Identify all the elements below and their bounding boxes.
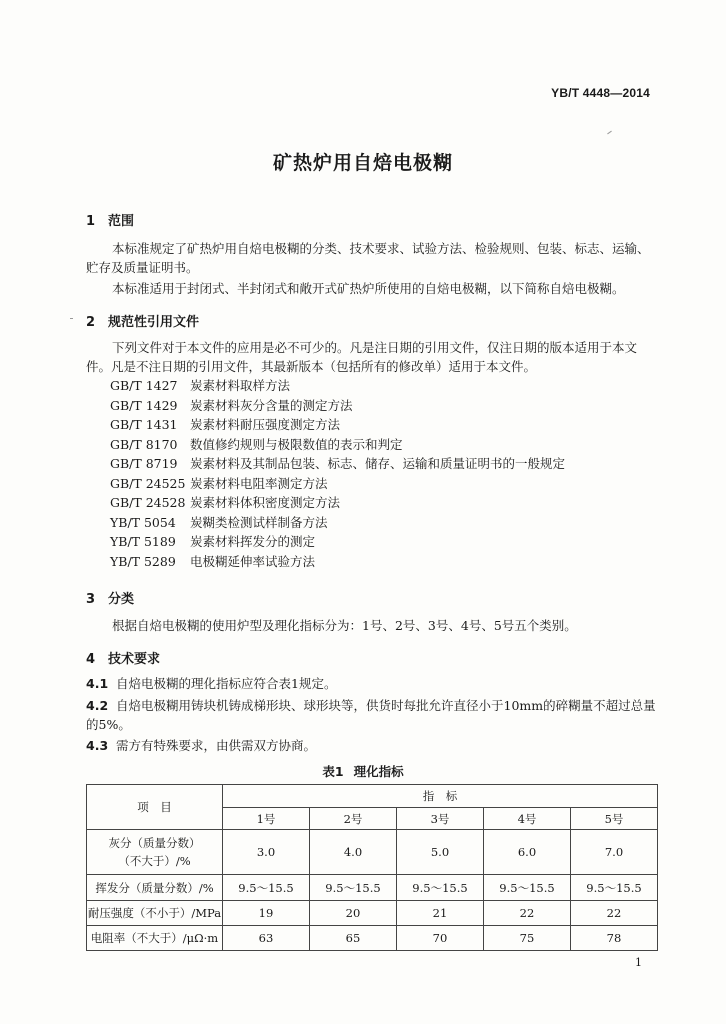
reference-code: GB/T 8719 (110, 456, 178, 471)
table-row (87, 875, 658, 901)
standard-code: YB/T 4448—2014 (551, 86, 650, 100)
section-title: 规范性引用文件 (108, 315, 200, 330)
reference-list (110, 376, 565, 571)
reference-title: 炭素材料耐压强度测定方法 (190, 417, 341, 432)
clause-text: 需方有特殊要求，由供需双方协商。 (116, 738, 317, 753)
reference-code: GB/T 1429 (110, 397, 178, 413)
section-number: 3 (86, 592, 96, 607)
reference-code: GB/T 1427 (110, 378, 178, 393)
clause-number: 4.3 (86, 738, 109, 753)
table-cell: 5.0 (397, 830, 484, 875)
table-cell: 70 (397, 926, 484, 951)
reference-item (110, 376, 565, 396)
section-title: 技术要求 (108, 652, 161, 667)
reference-item (110, 532, 565, 552)
reference-item (110, 435, 565, 455)
table-cell: 65 (310, 926, 397, 951)
table-cell: 9.5～15.5 (571, 875, 658, 901)
reference-code: GB/T 24528 (110, 495, 186, 510)
reference-code: GB/T 24525 (110, 475, 186, 491)
reference-title: 炭素材料电阻率测定方法 (190, 475, 328, 491)
table-cell: 63 (223, 926, 310, 951)
reference-title: 电极糊延伸率试验方法 (190, 553, 316, 569)
table-cell: 9.5～15.5 (397, 875, 484, 901)
grade-header: 1号 (223, 808, 310, 830)
reference-title: 数值修约规则与极限数值的表示和判定 (190, 436, 403, 452)
reference-item (110, 552, 565, 572)
scan-speck (607, 131, 612, 135)
grade-header: 3号 (397, 808, 484, 830)
references-intro: 下列文件对于本文件的应用是必不可少的。凡是注日期的引用文件，仅注日期的版本适用于本文件。凡是不注日期的引用文件，其最新版本（包括所有的修改单）适用于本文件。 (86, 340, 638, 374)
clause-4-2 (86, 696, 658, 734)
reference-code: YB/T 5054 (110, 514, 176, 530)
table-cell: 21 (397, 901, 484, 926)
scope-paragraph-1: 本标准规定了矿热炉用自焙电极糊的分类、技术要求、试验方法、检验规则、包装、标志、运输、贮存及质量证明书。 (86, 241, 650, 275)
reference-code: GB/T 1431 (110, 417, 178, 432)
document-title: 矿热炉用自焙电极糊 (272, 152, 453, 174)
page-number: 1 (635, 956, 642, 969)
table-cell: 9.5～15.5 (310, 875, 397, 901)
reference-code: YB/T 5289 (110, 553, 176, 569)
row-label: 耐压强度（不小于）/MPa (87, 901, 223, 926)
row-label-line: 灰分（质量分数） (108, 836, 201, 850)
reference-code: YB/T 5189 (110, 534, 176, 549)
table-cell: 75 (484, 926, 571, 951)
table-row (87, 901, 658, 926)
table-row (87, 926, 658, 951)
table-cell: 9.5～15.5 (223, 875, 310, 901)
reference-item (110, 493, 565, 513)
table-header-row (87, 785, 658, 808)
table-cell: 22 (571, 901, 658, 926)
table-cell: 19 (223, 901, 310, 926)
classification-paragraph: 根据自焙电极糊的使用炉型及理化指标分为：1号、2号、3号、4号、5号五个类别。 (112, 618, 577, 633)
item-header: 项 目 (87, 785, 223, 830)
section-heading-scope (86, 210, 134, 229)
table-caption-title: 理化指标 (353, 764, 404, 779)
reference-item (110, 454, 565, 474)
reference-title: 炭素材料挥发分的测定 (190, 534, 316, 549)
table-cell: 7.0 (571, 830, 658, 875)
clause-text: 自焙电极糊用铸块机铸成梯形块、球形块等，供货时每批允许直径小于10mm的碎糊量不超过总量的5%。 (86, 698, 656, 732)
reference-item (110, 513, 565, 533)
group-header: 指 标 (223, 785, 658, 808)
row-label-line: （不大于）/% (118, 854, 191, 868)
section-heading-technical-requirements (86, 648, 160, 667)
reference-item (110, 474, 565, 494)
section-number: 4 (86, 652, 96, 667)
section-number: 1 (86, 214, 96, 229)
clause-4-1 (86, 674, 658, 693)
reference-title: 炭糊类检测试样制备方法 (190, 514, 328, 530)
row-label: 电阻率（不大于）/μΩ·m (87, 926, 223, 951)
reference-code: GB/T 8170 (110, 436, 178, 452)
table-cell: 3.0 (223, 830, 310, 875)
row-label: 挥发分（质量分数）/% (87, 875, 223, 901)
grade-header: 4号 (484, 808, 571, 830)
row-label (87, 830, 223, 875)
clause-number: 4.2 (86, 698, 109, 713)
scan-speck (70, 318, 73, 319)
section-heading-references (86, 311, 199, 330)
section-number: 2 (86, 315, 96, 330)
table-caption (0, 762, 726, 780)
scope-paragraph-2: 本标准适用于封闭式、半封闭式和敞开式矿热炉所使用的自焙电极糊，以下简称自焙电极糊。 (112, 281, 625, 296)
section-title: 分类 (108, 592, 135, 607)
reference-title: 炭素材料取样方法 (190, 378, 291, 393)
table-cell: 6.0 (484, 830, 571, 875)
table-cell: 78 (571, 926, 658, 951)
reference-title: 炭素材料灰分含量的测定方法 (190, 397, 353, 413)
clause-number: 4.1 (86, 676, 109, 691)
table-cell: 9.5～15.5 (484, 875, 571, 901)
table-cell: 4.0 (310, 830, 397, 875)
grade-header: 2号 (310, 808, 397, 830)
property-table (86, 784, 658, 951)
table-cell: 22 (484, 901, 571, 926)
table-caption-label: 表1 (322, 764, 344, 779)
reference-item (110, 415, 565, 435)
table-cell: 20 (310, 901, 397, 926)
clause-4-3 (86, 736, 658, 755)
grade-header: 5号 (571, 808, 658, 830)
reference-title: 炭素材料体积密度测定方法 (190, 495, 341, 510)
table-row (87, 830, 658, 875)
reference-item (110, 396, 565, 416)
section-title: 范围 (108, 214, 135, 229)
clause-text: 自焙电极糊的理化指标应符合表1规定。 (116, 676, 337, 691)
section-heading-classification (86, 588, 134, 607)
reference-title: 炭素材料及其制品包装、标志、储存、运输和质量证明书的一般规定 (190, 456, 566, 471)
